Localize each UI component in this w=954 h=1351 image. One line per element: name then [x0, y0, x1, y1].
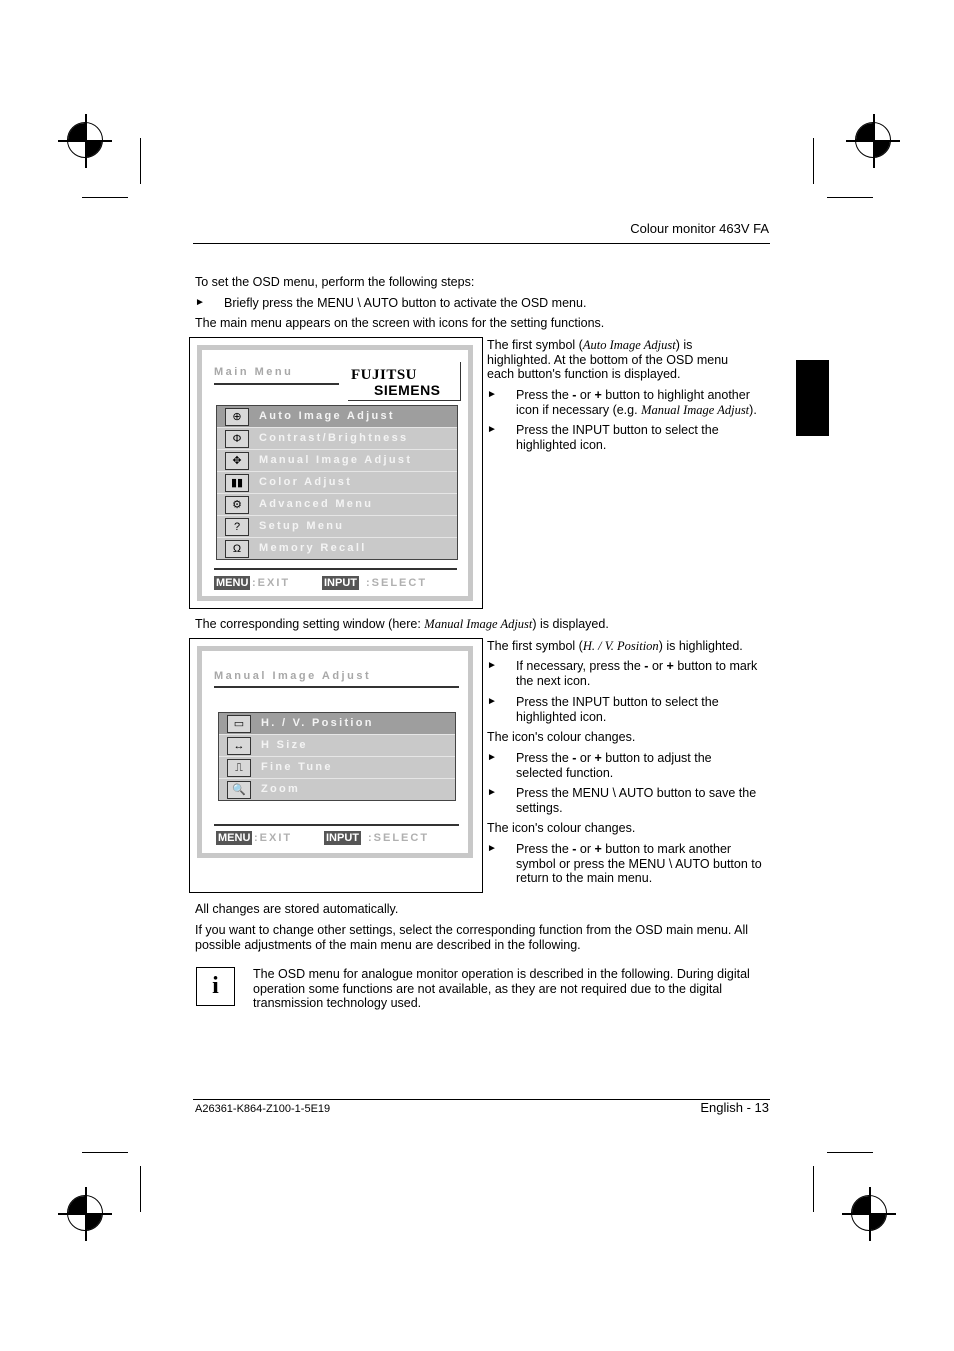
memory-recall-icon: Ω: [225, 540, 249, 558]
osd-item-memory-recall[interactable]: Ω Memory Recall: [217, 538, 457, 559]
osd-item-h-size[interactable]: ↔ H Size: [219, 735, 455, 757]
bottom-paragraph-1: All changes are stored automatically.: [195, 902, 399, 916]
chapter-thumb-tab: [796, 360, 829, 436]
input-select-label: :SELECT: [368, 832, 430, 844]
osd-item-fine-tune[interactable]: ⎍ Fine Tune: [219, 757, 455, 779]
side-bullet-1: Press the - or + button to highlight another icon if necessary (e.g. Manual Image Adjust).: [516, 388, 757, 417]
contrast-icon: Φ: [225, 430, 249, 448]
side2-paragraph-3: The icon's colour changes.: [487, 821, 636, 835]
osd-item-zoom[interactable]: 🔍 Zoom: [219, 779, 455, 800]
osd-title-underline: [214, 686, 459, 688]
tools-icon: ⚙: [225, 496, 249, 514]
osd-manual-title: Manual Image Adjust: [214, 670, 372, 682]
info-icon-box: [196, 967, 235, 1006]
bullet-icon: ►: [487, 787, 497, 798]
side2-bullet-4: Press the MENU \ AUTO button to save the settings.: [516, 786, 757, 815]
side2-bullet-5: Press the - or + button to mark another symbol or press the MENU \ AUTO button to return to the main menu.: [516, 842, 762, 885]
input-key: INPUT: [326, 832, 359, 844]
move-arrows-icon: ✥: [225, 452, 249, 470]
osd-title-underline: [214, 383, 339, 385]
waveform-icon: ⎍: [227, 759, 251, 777]
page-number: English - 13: [700, 1100, 769, 1115]
side2-paragraph-2: The icon's colour changes.: [487, 730, 636, 744]
input-select-label: :SELECT: [366, 577, 428, 589]
h-size-icon: ↔: [227, 737, 251, 755]
osd-manual-list: [218, 712, 456, 801]
intro-bullet: Briefly press the MENU \ AUTO button to activate the OSD menu.: [224, 296, 587, 310]
menu-key: MENU: [216, 577, 249, 589]
intro-line: To set the OSD menu, perform the following steps:: [195, 275, 475, 289]
menu-exit-label: :EXIT: [252, 577, 291, 589]
osd-item-advanced-menu[interactable]: ⚙ Advanced Menu: [217, 494, 457, 516]
position-icon: ▭: [227, 715, 251, 733]
osd-item-color-adjust[interactable]: ▮▮ Color Adjust: [217, 472, 457, 494]
question-icon: ?: [225, 518, 249, 536]
info-icon: i: [212, 973, 219, 999]
osd-main-menu-list: [216, 405, 458, 560]
intro-line-2: The main menu appears on the screen with icons for the setting functions.: [195, 316, 605, 330]
osd-item-manual-image-adjust[interactable]: ✥ Manual Image Adjust: [217, 450, 457, 472]
bullet-icon: ►: [487, 660, 497, 671]
osd-item-hv-position[interactable]: ▭ H. / V. Position: [219, 713, 455, 735]
side2-paragraph-1: The first symbol (H. / V. Position) is highlighted.: [487, 639, 743, 653]
menu-exit-label: :EXIT: [254, 832, 293, 844]
osd-button-bar-line: [214, 824, 459, 826]
color-bars-icon: ▮▮: [225, 474, 249, 492]
osd-main-title: Main Menu: [214, 366, 294, 378]
menu-key: MENU: [218, 832, 251, 844]
header-rule: [193, 243, 770, 244]
bottom-paragraph-2: If you want to change other settings, select the corresponding function from the OSD main menu. All possible adjustments of the main menu are described in the following.: [195, 923, 749, 952]
document-id: A26361-K864-Z100-1-5E19: [195, 1103, 331, 1115]
osd-main-menu-figure: [189, 337, 483, 609]
input-key: INPUT: [324, 577, 357, 589]
side-paragraph-1: The first symbol (Auto Image Adjust) is highlighted. At the bottom of the OSD menu each button's function is displayed.: [487, 338, 729, 381]
setting-window-caption: The corresponding setting window (here: Manual Image Adjust) is displayed.: [195, 617, 609, 631]
info-note: The OSD menu for analogue monitor operation is described in the following. During digital operation some functions are not available, as they are not required due to the digital transmission technology used.: [253, 967, 750, 1010]
osd-button-bar-line: [214, 568, 457, 570]
footer-rule: [193, 1099, 770, 1100]
osd-manual-image-adjust-figure: [189, 638, 483, 893]
bullet-icon: ►: [487, 752, 497, 763]
bullet-icon: ►: [195, 297, 205, 308]
side2-bullet-1: If necessary, press the - or + button to mark the next icon.: [516, 659, 758, 688]
fujitsu-siemens-logo: FUJITSU SIEMENS: [348, 362, 461, 401]
bullet-icon: ►: [487, 424, 497, 435]
magnifier-icon: 🔍: [227, 781, 251, 799]
bullet-icon: ►: [487, 843, 497, 854]
side-bullet-2: Press the INPUT button to select the highlighted icon.: [516, 423, 719, 452]
bullet-icon: ►: [487, 696, 497, 707]
side2-bullet-2: Press the INPUT button to select the highlighted icon.: [516, 695, 719, 724]
osd-item-auto-image-adjust[interactable]: ⊕ Auto Image Adjust: [217, 406, 457, 428]
page-header-title: Colour monitor 463V FA: [630, 221, 769, 236]
crosshair-icon: ⊕: [225, 408, 249, 426]
osd-item-contrast-brightness[interactable]: Φ Contrast/Brightness: [217, 428, 457, 450]
bullet-icon: ►: [487, 389, 497, 400]
osd-item-setup-menu[interactable]: ? Setup Menu: [217, 516, 457, 538]
side2-bullet-3: Press the - or + button to adjust the selected function.: [516, 751, 712, 780]
